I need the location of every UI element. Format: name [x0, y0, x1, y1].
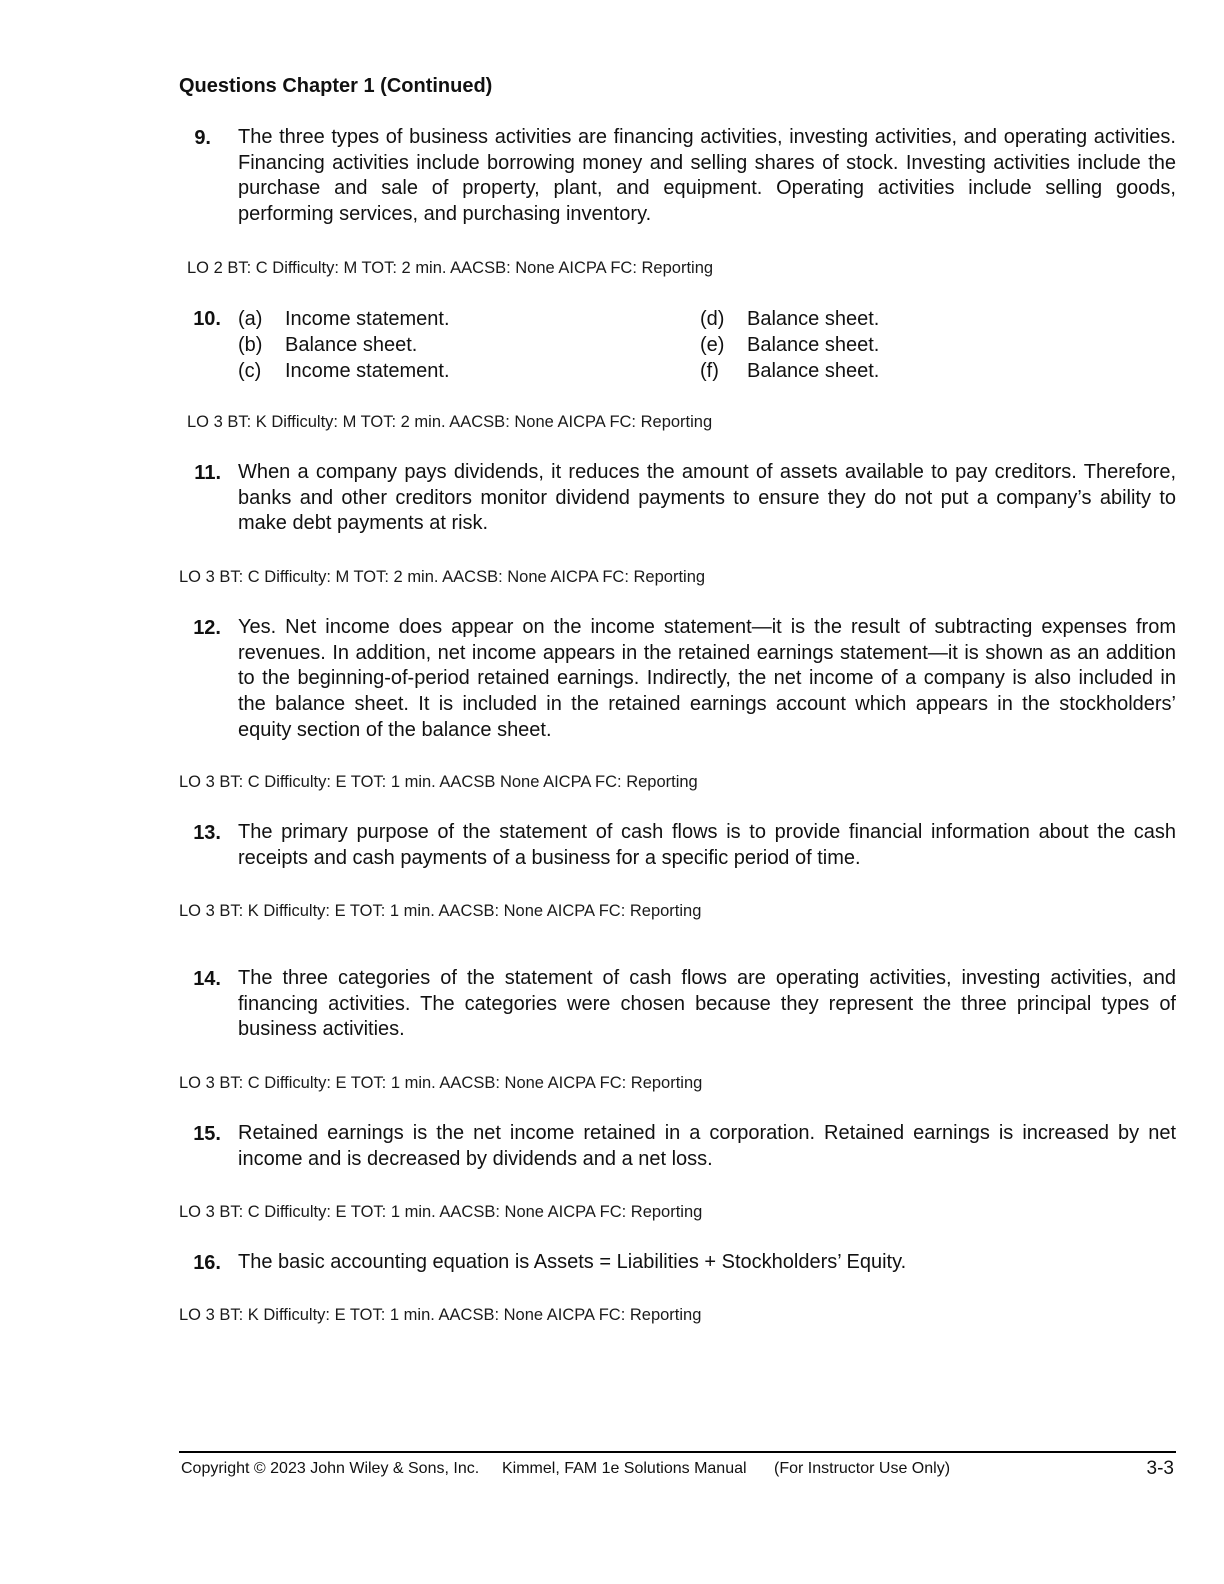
- answer-c-label: (c): [238, 360, 262, 382]
- question-14-meta: LO 3 BT: C Difficulty: E TOT: 1 min. AACSB: None AICPA FC: Reporting: [179, 1074, 703, 1092]
- answer-d-label: (d): [700, 308, 725, 330]
- answer-b-text: Balance sheet.: [285, 334, 418, 356]
- question-13-meta: LO 3 BT: K Difficulty: E TOT: 1 min. AACSB: None AICPA FC: Reporting: [179, 902, 702, 920]
- question-11-number: 11.: [194, 462, 221, 484]
- question-12-text: Yes. Net income does appear on the income statement—it is the result of subtracting expenses from revenues. In addition, net income appears in the retained earnings statement—it is shown as an addition to the beginning-of-period retained earnings. Indirectly, the net income of a company is also included in the balance sheet. It is included in the retained earnings account which appears in the stockholders’ equity section of the balance sheet.: [238, 616, 1176, 741]
- answer-e-label: (e): [700, 334, 725, 356]
- question-15-number: 15.: [193, 1123, 221, 1145]
- question-16-meta: LO 3 BT: K Difficulty: E TOT: 1 min. AACSB: None AICPA FC: Reporting: [179, 1306, 702, 1324]
- answer-c-text: Income statement.: [285, 360, 450, 382]
- footer-divider: [179, 1451, 1176, 1453]
- question-11-text: When a company pays dividends, it reduces the amount of assets available to pay creditors. Therefore, banks and other creditors monitor dividend payments to ensure they do not put a company’s ability to make debt payments at risk.: [238, 461, 1176, 535]
- question-12-number: 12.: [193, 617, 221, 639]
- footer-copyright: Copyright © 2023 John Wiley & Sons, Inc.: [181, 1460, 480, 1477]
- footer-usage-note: (For Instructor Use Only): [774, 1460, 951, 1477]
- answer-b-label: (b): [238, 334, 263, 356]
- answer-f-label: (f): [700, 360, 719, 382]
- answer-d-text: Balance sheet.: [747, 308, 880, 330]
- question-14-text: The three categories of the statement of cash flows are operating activities, investing activities, and financing activities. The categories were chosen because they represent the three principal types of business activities.: [238, 967, 1176, 1041]
- question-16-text: The basic accounting equation is Assets = Liabilities + Stockholders’ Equity.: [238, 1251, 907, 1273]
- question-12-meta: LO 3 BT: C Difficulty: E TOT: 1 min. AACSB None AICPA FC: Reporting: [179, 773, 698, 791]
- question-13-number: 13.: [193, 822, 221, 844]
- question-9-text: The three types of business activities are financing activities, investing activities, and operating activities. Financing activities include borrowing money and selling shares of stock. Investing activities include the purchase and sale of property, plant, and equipment. Operating activities include selling goods, performing services, and purchasing inventory.: [238, 126, 1176, 226]
- question-10-meta: LO 3 BT: K Difficulty: M TOT: 2 min. AACSB: None AICPA FC: Reporting: [187, 413, 713, 431]
- question-15-text: Retained earnings is the net income retained in a corporation. Retained earnings is increased by net income and is decreased by dividends and a net loss.: [238, 1122, 1176, 1170]
- question-9-meta: LO 2 BT: C Difficulty: M TOT: 2 min. AACSB: None AICPA FC: Reporting: [187, 259, 714, 277]
- question-16-number: 16.: [193, 1252, 221, 1274]
- question-9-number: 9.: [194, 127, 211, 149]
- page-number: 3-3: [1146, 1458, 1174, 1479]
- footer-manual-title: Kimmel, FAM 1e Solutions Manual: [502, 1460, 747, 1477]
- question-10-number: 10.: [193, 308, 221, 330]
- question-13-text: The primary purpose of the statement of cash flows is to provide financial information about the cash receipts and cash payments of a business for a specific period of time.: [238, 821, 1176, 869]
- question-15-meta: LO 3 BT: C Difficulty: E TOT: 1 min. AACSB: None AICPA FC: Reporting: [179, 1203, 703, 1221]
- answer-f-text: Balance sheet.: [747, 360, 880, 382]
- question-11-meta: LO 3 BT: C Difficulty: M TOT: 2 min. AACSB: None AICPA FC: Reporting: [179, 568, 706, 586]
- answer-e-text: Balance sheet.: [747, 334, 880, 356]
- question-14-number: 14.: [193, 968, 221, 990]
- answer-a-text: Income statement.: [285, 308, 450, 330]
- page-heading: Questions Chapter 1 (Continued): [179, 75, 493, 97]
- answer-a-label: (a): [238, 308, 263, 330]
